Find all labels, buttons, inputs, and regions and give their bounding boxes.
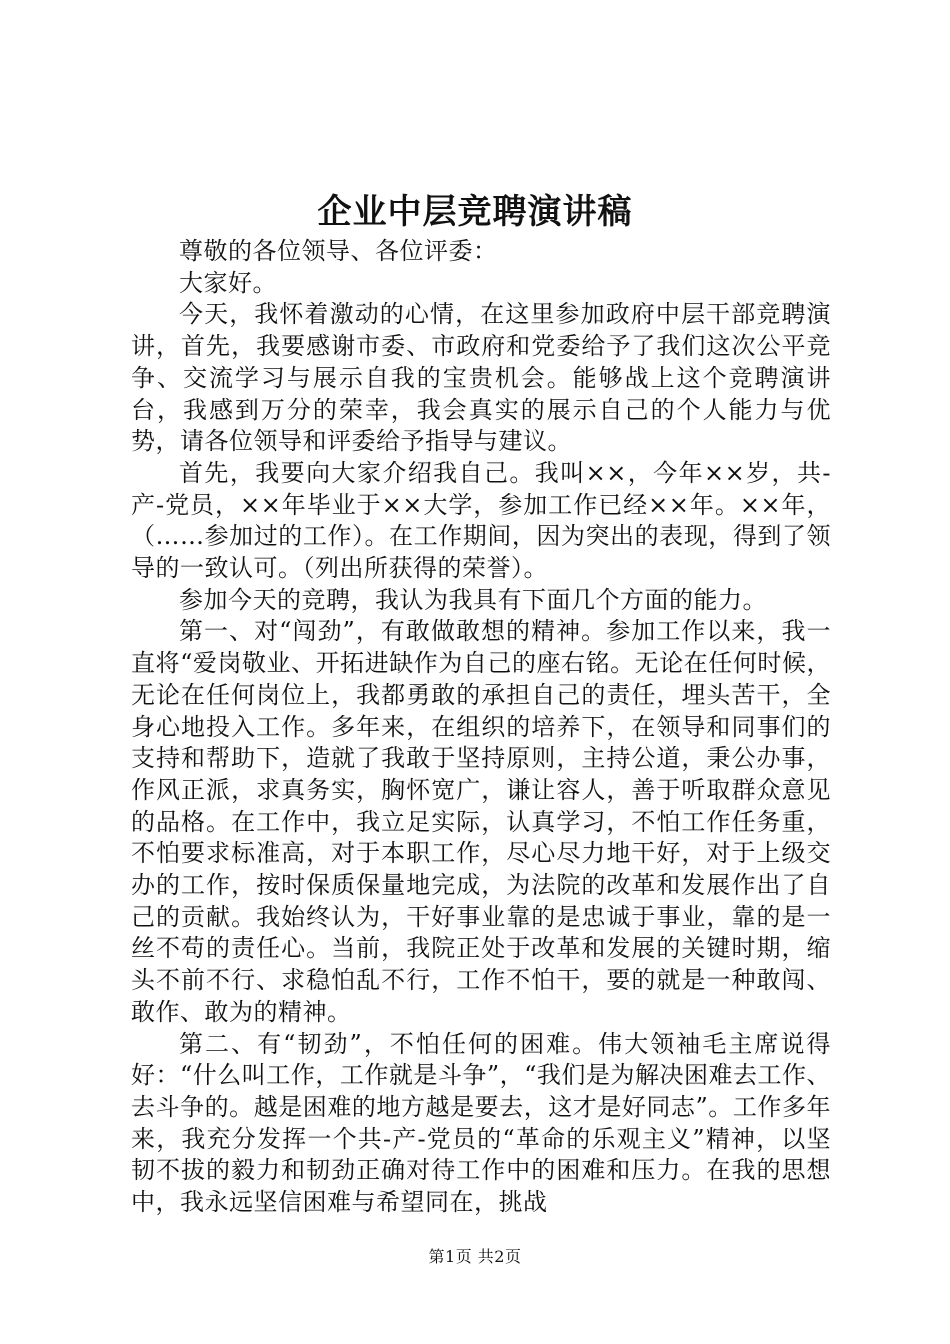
paragraph-self-introduction: 首先，我要向大家介绍我自己。我叫××，今年××岁，共-产-党员，××年毕业于××大学，参加工作已经××年。××年，（……参加过的工作）。在工作期间，因为突出的表现，得到了领导的一致认可。（列出所获得的荣誉）。: [131, 458, 831, 583]
paragraph-greeting: 大家好。: [179, 268, 277, 297]
document-title: 企业中层竞聘演讲稿: [317, 192, 633, 232]
page-footer: 第1页 共2页: [428, 1247, 522, 1266]
paragraph-abilities-lead: 参加今天的竞聘，我认为我具有下面几个方面的能力。: [179, 585, 767, 614]
paragraph-first-point: 第一、对“闯劲”，有敢做敢想的精神。参加工作以来，我一直将“爱岗敬业、开拓进缺作为自己的座右铭。无论在任何时候，无论在任何岗位上，我都勇敢的承担自己的责任，埋头苦干，全身心地投入工作。多年来，在组织的培养下，在领导和同事们的支持和帮助下，造就了我敢于坚持原则，主持公道，秉公办事，作风正派，求真务实，胸怀宽广，谦让容人，善于听取群众意见的品格。在工作中，我立足实际，认真学习，不怕工作任务重，不怕要求标准高，对于本职工作，尽心尽力地干好，对于上级交办的工作，按时保质保量地完成，为法院的改革和发展作出了自己的贡献。我始终认为，干好事业靠的是忠诚于事业，靠的是一丝不苟的责任心。当前，我院正处于改革和发展的关键时期，缩头不前不行、求稳怕乱不行，工作不怕干，要的就是一种敢闯、敢作、敢为的精神。: [131, 617, 831, 1026]
paragraph-salutation: 尊敬的各位领导、各位评委：: [179, 237, 498, 265]
paragraph-second-point: 第二、有“韧劲”，不怕任何的困难。伟大领袖毛主席说得好：“什么叫工作，工作就是斗争”，“我们是为解决困难去工作、去斗争的。越是困难的地方越是要去，这才是好同志”。工作多年来，我充分发挥一个共-产-党员的“革命的乐观主义”精神，以坚韧不拔的毅力和韧劲正确对待工作中的困难和压力。在我的思想中，我永远坚信困难与希望同在，挑战: [131, 1029, 831, 1217]
document-body: [131, 236, 831, 1219]
paragraph-intro: 今天，我怀着激动的心情，在这里参加政府中层干部竞聘演讲，首先，我要感谢市委、市政府和党委给予了我们这次公平竞争、交流学习与展示自我的宝贵机会。能够战上这个竞聘演讲台，我感到万分的荣幸，我会真实的展示自己的个人能力与优势，请各位领导和评委给予指导与建议。: [131, 300, 831, 456]
